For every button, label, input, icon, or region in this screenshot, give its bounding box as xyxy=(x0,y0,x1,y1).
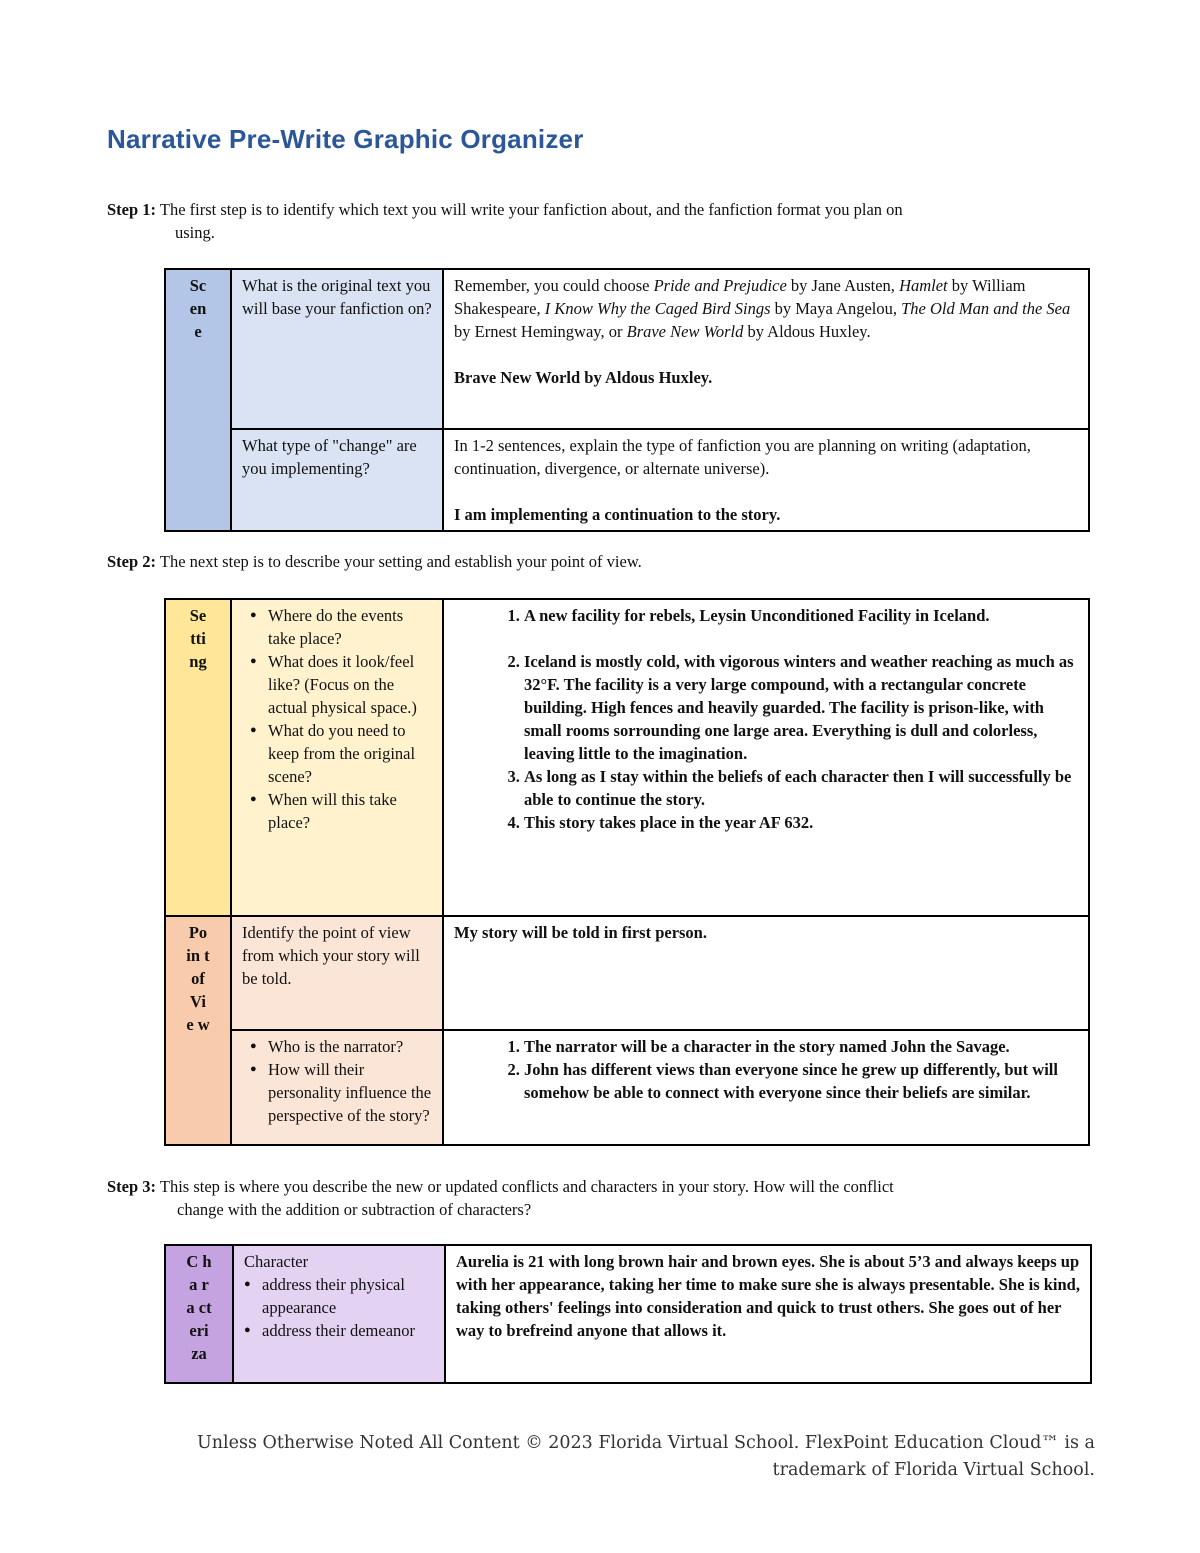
prompt-text: by Aldous Huxley. xyxy=(743,322,871,341)
pov-answer-narrator xyxy=(443,1030,1089,1145)
setting-questions xyxy=(231,599,443,916)
prompt-text: by Maya Angelou, xyxy=(770,299,902,318)
setting-row xyxy=(165,599,1089,916)
pov-row-perspective xyxy=(165,916,1089,1030)
step-2-label: Step 2: xyxy=(107,552,157,571)
scene-question-change-type: What type of "change" are you implementing? xyxy=(231,429,443,531)
footer-line-1: Unless Otherwise Noted All Content © 2023 Florida Virtual School. FlexPoint Education Cloud™ is a xyxy=(197,1433,1095,1453)
pov-row-narrator xyxy=(165,1030,1089,1145)
scene-response-change-type: I am implementing a continuation to the story. xyxy=(454,505,781,524)
list-item: 3. As long as I stay within the beliefs of each character then I will successfully be able to continue the story. xyxy=(524,765,1078,811)
character-heading: Character xyxy=(244,1252,309,1271)
list-item: ● What do you need to keep from the original scene? xyxy=(258,719,432,788)
step-2-instructions xyxy=(107,550,1067,573)
setting-question-list xyxy=(242,604,432,834)
step-3-label: Step 3: xyxy=(107,1177,157,1196)
scene-row-original-text xyxy=(165,269,1089,429)
list-item: ● Where do the events take place? xyxy=(258,604,432,650)
list-item: ● address their physical appearance xyxy=(252,1273,434,1319)
list-item: 2. Iceland is mostly cold, with vigorous winters and weather reaching as much as 32°F. The facility is a very large compound, with a rectangular concrete building. High fences and heavily guarded. The facility is prison-like, with small rooms sorrounding one large area. Everything is dull and colorless, leaving little to the imagination. xyxy=(524,650,1078,765)
step-3-instructions xyxy=(107,1175,1067,1221)
scene-response-original-text: Brave New World by Aldous Huxley. xyxy=(454,368,713,387)
list-item: 2. John has different views than everyone since he grew up differently, but will somehow be able to connect with everyone since their beliefs are similar. xyxy=(524,1058,1078,1104)
scene-answer-original-text xyxy=(443,269,1089,429)
pov-question-narrator xyxy=(231,1030,443,1145)
setting-answer-list xyxy=(454,604,1078,834)
pov-label: Po in t of Vi e w xyxy=(186,923,210,1034)
scene-row-change-type xyxy=(165,429,1089,531)
scene-prompt-change-type: In 1-2 sentences, explain the type of fanfiction you are planning on writing (adaptation, continuation, divergence, or alternate universe). xyxy=(454,436,1031,478)
pov-question-perspective: Identify the point of view from which your story will be told. xyxy=(231,916,443,1030)
step-3-text-cont: change with the addition or subtraction of characters? xyxy=(177,1200,532,1219)
footer-line-2: trademark of Florida Virtual School. xyxy=(772,1460,1095,1480)
character-question-list xyxy=(244,1273,434,1342)
character-category-cell xyxy=(165,1245,233,1383)
list-item: 1. A new facility for rebels, Leysin Unconditioned Facility in Iceland. xyxy=(524,604,1078,627)
setting-answers xyxy=(443,599,1089,916)
book-title: Brave New World xyxy=(626,322,744,341)
step-1-text-cont: using. xyxy=(175,223,215,242)
book-title: Pride and Prejudice xyxy=(653,276,787,295)
step-1-text: The first step is to identify which text you will write your fanfiction about, and the fanfiction format you plan on xyxy=(159,200,903,219)
character-questions xyxy=(233,1245,445,1383)
prompt-text: by William Shakespeare, xyxy=(454,276,1026,318)
list-item: 1. The narrator will be a character in the story named John the Savage. xyxy=(524,1035,1078,1058)
pov-answer-perspective: My story will be told in first person. xyxy=(443,916,1089,1030)
scene-answer-change-type xyxy=(443,429,1089,531)
scene-category-cell xyxy=(165,269,231,531)
book-title: Hamlet xyxy=(899,276,948,295)
character-table xyxy=(164,1244,1092,1384)
pov-category-cell xyxy=(165,916,231,1145)
scene-label: Sc en e xyxy=(189,276,207,341)
book-title: The Old Man and the Sea xyxy=(901,299,1071,318)
pov-answer-list xyxy=(454,1035,1078,1104)
character-label: C ha ra ct eri za xyxy=(186,1252,212,1363)
setting-pov-table xyxy=(164,598,1090,1146)
scene-table xyxy=(164,268,1090,532)
list-item: ● address their demeanor xyxy=(252,1319,434,1342)
step-3-text: This step is where you describe the new or updated conflicts and characters in your story. How will the conflict xyxy=(159,1177,894,1196)
list-item: 4. This story takes place in the year AF 632. xyxy=(524,811,1078,834)
book-title: I Know Why the Caged Bird Sings xyxy=(544,299,771,318)
scene-prompt-original-text xyxy=(454,274,1078,343)
step-2-text: The next step is to describe your setting and establish your point of view. xyxy=(159,552,642,571)
setting-label: Se tti ng xyxy=(189,606,207,671)
character-row xyxy=(165,1245,1091,1383)
list-item: ● What does it look/feel like? (Focus on the actual physical space.) xyxy=(258,650,432,719)
scene-question-original-text: What is the original text you will base your fanfiction on? xyxy=(231,269,443,429)
pov-question-list xyxy=(242,1035,432,1127)
character-answer: Aurelia is 21 with long brown hair and brown eyes. She is about 5’3 and always keeps up with her appearance, taking her time to make sure she is always presentable. She is kind, taking others' feelings into consideration and quick to trust others. She goes out of her way to brefreind anyone that allows it. xyxy=(445,1245,1091,1383)
footer xyxy=(100,1430,1095,1484)
list-item: ● How will their personality influence the perspective of the story? xyxy=(258,1058,432,1127)
prompt-text: by Jane Austen, xyxy=(786,276,900,295)
page-title: Narrative Pre-Write Graphic Organizer xyxy=(107,124,584,154)
step-1-instructions xyxy=(107,198,1067,244)
list-item: ● Who is the narrator? xyxy=(258,1035,432,1058)
step-1-label: Step 1: xyxy=(107,200,157,219)
setting-category-cell xyxy=(165,599,231,916)
prompt-text: Remember, you could choose xyxy=(454,276,654,295)
prompt-text: by Ernest Hemingway, or xyxy=(454,322,627,341)
list-item: ● When will this take place? xyxy=(258,788,432,834)
